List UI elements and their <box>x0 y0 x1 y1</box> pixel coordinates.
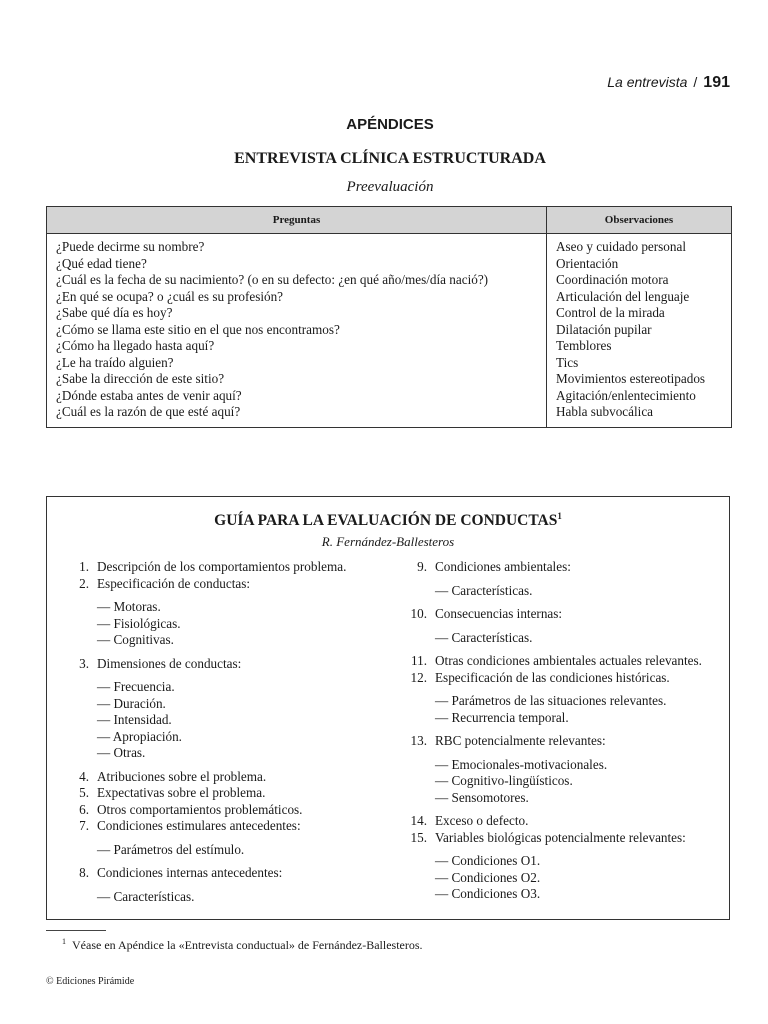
guide-item-number: 13. <box>410 733 427 748</box>
guide-item-text: Atribuciones sobre el problema. <box>97 768 267 784</box>
spacer <box>60 672 390 679</box>
guide-item <box>60 559 390 576</box>
guide-item-number: 8. <box>79 865 89 880</box>
guide-item <box>398 559 728 576</box>
guide-item-number: 5. <box>79 785 89 800</box>
guide-item-number: 3. <box>79 655 89 671</box>
guide-subitem: — Características. <box>435 629 533 645</box>
question-line: ¿Dónde estaba antes de venir aquí? <box>56 387 242 403</box>
observation-line: Agitación/enlentecimiento <box>556 387 696 403</box>
guide-item <box>60 802 390 819</box>
observation-line: Control de la mirada <box>556 305 665 320</box>
guide-subitem: — Otras. <box>97 745 146 760</box>
guide-item-number: 2. <box>79 575 89 591</box>
guide-item-text: Consecuencias internas: <box>435 606 563 621</box>
question-line: ¿En qué se ocupa? o ¿cuál es su profesión? <box>56 288 284 304</box>
guide-item-number: 14. <box>410 813 427 828</box>
guide-item-text: Exceso o defecto. <box>435 813 529 828</box>
spacer <box>60 882 390 889</box>
spacer <box>60 835 390 842</box>
spacer <box>398 726 728 733</box>
guide-item-text: Condiciones internas antecedentes: <box>97 865 283 880</box>
guide-item <box>60 576 390 593</box>
question-line: ¿Cuál es la fecha de su nacimiento? (o en su defecto: ¿en qué año/mes/día nació?) <box>56 272 489 287</box>
guide-author: R. Fernández-Ballesteros <box>321 534 455 549</box>
guide-item-number: 15. <box>410 829 427 845</box>
guide-subitem: — Cognitivo-lingüísticos. <box>435 773 573 788</box>
guide-item-text: Especificación de conductas: <box>97 575 251 591</box>
spacer <box>60 858 390 865</box>
page-number: 191 <box>703 74 730 91</box>
running-head-separator: / <box>693 74 698 90</box>
copyright: © Ediciones Pirámide <box>46 976 135 987</box>
guide-item-text: Descripción de los comportamientos problema. <box>97 559 347 574</box>
running-head <box>607 74 730 92</box>
guide-subitem: — Duración. <box>97 695 166 711</box>
guide-item <box>60 769 390 786</box>
guide-item <box>398 670 728 687</box>
guide-item-number: 1. <box>79 559 89 574</box>
observation-line: Movimientos estereotipados <box>556 371 706 386</box>
footnote-mark: 1 <box>62 937 66 946</box>
guide-subitem: — Emocionales-motivacionales. <box>435 756 608 772</box>
guide-subitem: — Parámetros del estímulo. <box>97 841 245 857</box>
question-line: ¿Le ha traído alguien? <box>56 354 174 370</box>
spacer <box>398 576 728 583</box>
question-line: ¿Puede decirme su nombre? <box>56 239 205 254</box>
guide-left-column <box>60 559 390 912</box>
guide-item-number: 10. <box>410 606 427 621</box>
observation-line: Dilatación pupilar <box>556 321 652 337</box>
guide-item-number: 12. <box>410 669 427 685</box>
guide-subitem: — Recurrencia temporal. <box>435 709 569 725</box>
question-line: ¿Qué edad tiene? <box>56 255 147 271</box>
guide-item-number: 6. <box>79 801 89 817</box>
table-row <box>47 234 732 428</box>
footnote <box>62 937 423 953</box>
guide-item <box>60 818 390 835</box>
guide-subitem: — Frecuencia. <box>97 679 175 694</box>
guide-item-text: RBC potencialmente relevantes: <box>435 733 606 748</box>
question-line: ¿Cuál es la razón de que esté aquí? <box>56 404 241 419</box>
spacer <box>398 903 728 910</box>
spacer <box>398 806 728 813</box>
guide-subitem: — Fisiológicas. <box>97 615 181 631</box>
guide-item <box>398 733 728 750</box>
running-head-title: La entrevista <box>607 74 688 90</box>
observation-line: Habla subvocálica <box>556 404 654 419</box>
spacer <box>398 623 728 630</box>
column-header-questions: Preguntas <box>47 207 547 234</box>
guide-item-text: Dimensiones de conductas: <box>97 655 242 671</box>
guide-item-text: Otras condiciones ambientales actuales relevantes. <box>435 653 702 668</box>
observation-line: Temblores <box>556 338 612 353</box>
guide-item-number: 11. <box>411 653 427 668</box>
guide-item-number: 7. <box>79 818 89 833</box>
guide-item-text: Expectativas sobre el problema. <box>97 785 266 800</box>
guide-item <box>60 785 390 802</box>
observation-line: Articulación del lenguaje <box>556 288 690 304</box>
observations-cell <box>547 234 732 428</box>
spacer <box>398 646 728 653</box>
table-header-row <box>47 207 732 234</box>
spacer <box>60 649 390 656</box>
spacer <box>60 762 390 769</box>
guide-item-text: Variables biológicas potencialmente relevantes: <box>435 829 686 845</box>
question-line: ¿Sabe la dirección de este sitio? <box>56 371 225 386</box>
spacer <box>60 905 390 912</box>
guide-item-number: 9. <box>417 559 427 574</box>
guide-subitem: — Sensomotores. <box>435 789 529 805</box>
guide-item <box>398 653 728 670</box>
appendix-title: APÉNDICES <box>346 116 434 133</box>
guide-subitem: — Motoras. <box>97 599 161 614</box>
interview-subtitle: Preevaluación <box>346 179 434 195</box>
guide-item-text: Condiciones ambientales: <box>435 559 571 574</box>
observation-line: Coordinación motora <box>556 272 669 287</box>
spacer <box>398 846 728 853</box>
guide-right-column <box>398 559 728 910</box>
interview-title: ENTREVISTA CLÍNICA ESTRUCTURADA <box>234 150 546 167</box>
guide-item <box>60 656 390 673</box>
guide-subitem: — Condiciones O1. <box>435 853 541 868</box>
guide-subitem: — Condiciones O2. <box>435 869 541 885</box>
guide-item-text: Condiciones estimulares antecedentes: <box>97 818 301 833</box>
guide-item <box>398 606 728 623</box>
question-line: ¿Cómo ha llegado hasta aquí? <box>56 338 215 353</box>
guide-item <box>398 830 728 847</box>
guide-subitem: — Cognitivas. <box>97 632 174 647</box>
observation-line: Tics <box>556 354 579 370</box>
guide-title-text: GUÍA PARA LA EVALUACIÓN DE CONDUCTAS <box>214 512 558 530</box>
guide-item-number: 4. <box>79 768 89 784</box>
observation-line: Orientación <box>556 255 619 271</box>
guide-subitem: — Características. <box>435 582 533 598</box>
guide-subitem: — Apropiación. <box>97 728 182 744</box>
questions-cell <box>47 234 547 428</box>
footnote-reference: 1 <box>557 511 562 521</box>
guide-item <box>60 865 390 882</box>
guide-item-text: Especificación de las condiciones históricas. <box>435 669 670 685</box>
footnote-rule <box>46 930 106 931</box>
spacer <box>398 750 728 757</box>
question-line: ¿Cómo se llama este sitio en el que nos encontramos? <box>56 321 340 337</box>
column-header-observations: Observaciones <box>547 207 732 234</box>
guide-subitem: — Condiciones O3. <box>435 886 541 901</box>
guide-title <box>46 511 730 530</box>
interview-table <box>46 206 732 428</box>
spacer <box>398 686 728 693</box>
guide-subitem: — Características. <box>97 888 195 904</box>
guide-subitem: — Intensidad. <box>97 712 172 727</box>
guide-item <box>398 813 728 830</box>
spacer <box>60 592 390 599</box>
guide-subitem: — Parámetros de las situaciones relevantes. <box>435 693 667 708</box>
observation-line: Aseo y cuidado personal <box>556 239 687 254</box>
spacer <box>398 599 728 606</box>
footnote-text: Véase en Apéndice la «Entrevista conductual» de Fernández-Ballesteros. <box>72 938 423 952</box>
guide-item-text: Otros comportamientos problemáticos. <box>97 801 303 817</box>
question-line: ¿Sabe qué día es hoy? <box>56 305 173 320</box>
